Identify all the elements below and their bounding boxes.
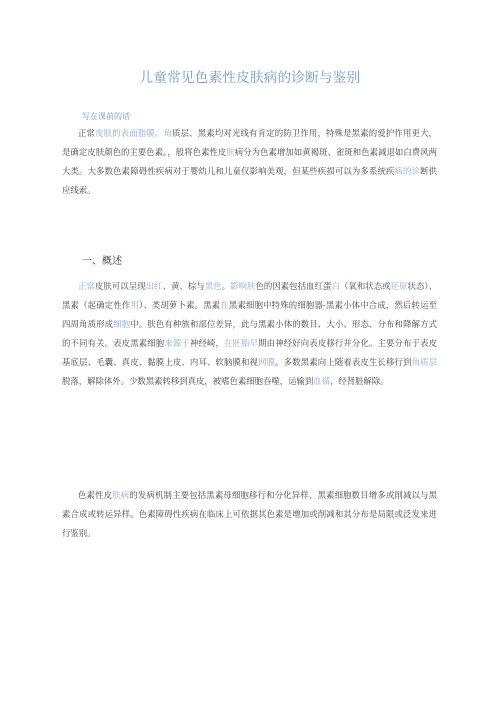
paragraph-text: 脱落，解除体外。少数黑素转移到真皮，被嗜色素细胞吞噬，运输到 [62,376,314,386]
highlighted-text: 还原 [390,281,408,291]
paragraph-text: 期由神经好向表皮移行并分化。主要分布于表皮基底层、毛囊、真皮、黏膜上皮、内耳、软脑膜和视 [62,338,438,367]
highlighted-text: 白 [331,281,340,291]
paragraph-text: 。 [221,281,231,291]
overview-paragraph-1 [62,277,437,391]
highlighted-text: 来源于 [164,338,190,348]
paragraph-text: 质层、黑素均对光线有肯定的防卫作用，特殊是黑素的爱护作用更大，是确定皮肤颜色的主要色素。，般将色素性皮 [62,128,438,157]
paragraph-text: 断供应线索。 [62,166,438,195]
highlighted-text: 细胞 [113,319,131,329]
highlighted-text: 出红 [145,281,163,291]
highlighted-text: 用 [130,300,139,310]
highlighted-text: 黑色 [204,281,222,291]
paragraph-text: ，经肾脏解除。 [330,376,389,386]
section-heading-overview: 一、概述 [82,256,122,267]
paragraph-text: 状态）、黑素（起确定性作 [62,281,438,310]
highlighted-text: 在 [220,300,229,310]
highlighted-text: 网膜 [258,357,276,367]
preface-heading: 写在课前的话 [82,112,130,121]
highlighted-text: 病的诊 [394,166,421,176]
paragraph-text: 色的因素包括血红蛋 [255,281,332,291]
paragraph-text: 、黄、棕与 [162,281,205,291]
document-title: 儿童常见色素性皮肤病的诊断与鉴别 [139,70,361,86]
highlighted-text: 角质层 [411,357,438,367]
highlighted-text: 正常 [78,281,95,291]
paragraph-text: 病分为色素增加如黄褐斑、雀斑和色素减退如白费风两大类。大多数色素障碍性疾病对于婴幼儿和儿童仅影响美观，但某些疾损可以为多系统疾 [62,147,438,176]
paragraph-text: 。多数黑素向上随着表皮生长移行到 [275,357,412,367]
highlighted-text: 肤 [226,147,235,157]
highlighted-text: 肤病 [112,490,130,500]
overview-paragraph-2 [62,486,437,543]
preface-paragraph [62,124,437,200]
paragraph-text: 神经崎， [189,338,225,348]
paragraph-text: （氧和状态或 [339,281,391,291]
paragraph-text: ）、类胡萝卜素。黑素 [139,300,221,310]
paragraph-text: 皮肤可以呈现 [94,281,146,291]
highlighted-text: 在胚胎早 [224,338,259,348]
highlighted-text: 影响肤 [230,281,256,291]
paragraph-text: 黑素细胞中特殊的细胞器-黑素小体中合成，然后转运至四周角质形成 [62,300,438,329]
highlighted-text: 血循 [313,376,330,386]
highlighted-text: 皮肤的表面脂膜、角 [95,128,173,138]
paragraph-text: 正常 [78,128,96,138]
paragraph-text: 色素性皮 [78,490,113,500]
paragraph-text: 中。肤色有种族和部位差异，此与黑素小体的数目、大小、形态、分布和降解方式的不同有关。表皮黑素细胞 [62,319,438,348]
paragraph-text: 的发病机制主要包括黑素母细胞移行和分化异样、黑素细胞数目增多或削减以与黑素合成或转运异样。色素障碍性疾病在临床上可依据其色素是增加或削减和其分布是局限或泛发来进行鉴别。 [62,490,438,538]
